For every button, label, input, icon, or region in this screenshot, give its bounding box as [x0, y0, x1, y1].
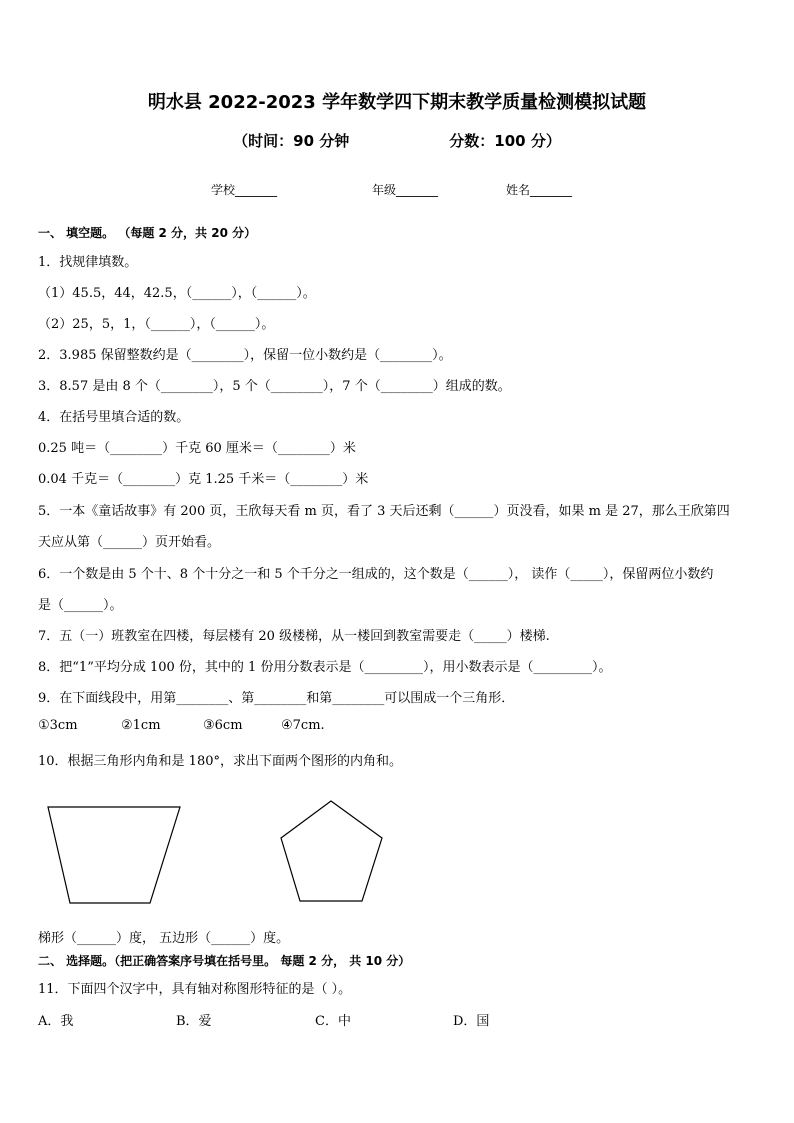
question-3: 3．8.57 是由 8 个（________），5 个（________），7 个（________）组成的数。	[38, 379, 511, 394]
question-6-line-2: 是（______）。	[38, 598, 123, 613]
section-1-heading: 一、 填空题。 （每题 2 分，共 20 分）	[38, 226, 257, 240]
total-score: 分数：100 分）	[449, 132, 561, 150]
question-2: 2．3.985 保留整数约是（________），保留一位小数约是（________）。	[38, 348, 452, 363]
choice-a: A．我	[38, 1014, 74, 1029]
question-5-line-1: 5．一本《童话故事》有 200 页，王欣每天看 m 页，看了 3 天后还剩（______）页没看，如果 m 是 27，那么王欣第四	[38, 504, 730, 519]
school-field: 学校_______	[211, 183, 278, 197]
grade-field: 年级_______	[372, 183, 439, 197]
question-6-line-1: 6．一个数是由 5 个十、8 个十分之一和 5 个千分之一组成的，这个数是（______）， 读作（_____），保留两位小数约	[38, 567, 714, 582]
choice-d: D．国	[453, 1014, 490, 1029]
question-1: 1．找规律填数。	[38, 255, 138, 270]
question-1-part-2: （2）25，5，1，（______），（______）。	[38, 317, 275, 332]
question-10: 10．根据三角形内角和是 180°，求出下面两个图形的内角和。	[38, 754, 402, 769]
question-5-line-2: 天应从第（______）页开始看。	[38, 535, 221, 550]
section-2-heading: 二、 选择题。（把正确答案序号填在括号里。 每题 2 分， 共 10 分）	[38, 954, 411, 968]
question-4: 4．在括号里填合适的数。	[38, 410, 190, 425]
segment-option-4: ④7cm.	[281, 718, 325, 733]
exam-title: 明水县 2022-2023 学年数学四下期末教学质量检测模拟试题	[147, 92, 647, 113]
question-11: 11．下面四个汉字中，具有轴对称图形特征的是（ ）。	[38, 982, 352, 997]
question-8: 8．把“1”平均分成 100 份，其中的 1 份用分数表示是（_________），用小数表示是（_________）。	[38, 660, 612, 675]
segment-option-2: ②1cm	[121, 718, 161, 733]
choice-c: C．中	[315, 1014, 351, 1029]
question-9: 9．在下面线段中，用第________、第________和第________可以围成一个三角形．	[38, 691, 515, 706]
trapezoid-figure	[40, 800, 190, 910]
segment-option-3: ③6cm	[203, 718, 243, 733]
question-10-answers: 梯形（______）度， 五边形（______）度。	[38, 931, 290, 946]
question-1-part-1: （1）45.5，44，42.5，（______），（______）。	[38, 286, 316, 301]
exam-subtitle	[0, 130, 794, 151]
pentagon-figure	[270, 790, 390, 910]
choice-b: B．爱	[176, 1014, 212, 1029]
time-limit: （时间：90 分钟	[233, 132, 350, 150]
name-field: 姓名_______	[506, 183, 573, 197]
segment-option-1: ①3cm	[38, 718, 78, 733]
question-7: 7．五（一）班教室在四楼，每层楼有 20 级楼梯，从一楼回到教室需要走（_____）楼梯.	[38, 629, 550, 644]
question-4-row-2: 0.04 千克＝（________）克 1.25 千米＝（________）米	[38, 472, 369, 487]
question-4-row-1: 0.25 吨＝（________）千克 60 厘米＝（________）米	[38, 441, 356, 456]
